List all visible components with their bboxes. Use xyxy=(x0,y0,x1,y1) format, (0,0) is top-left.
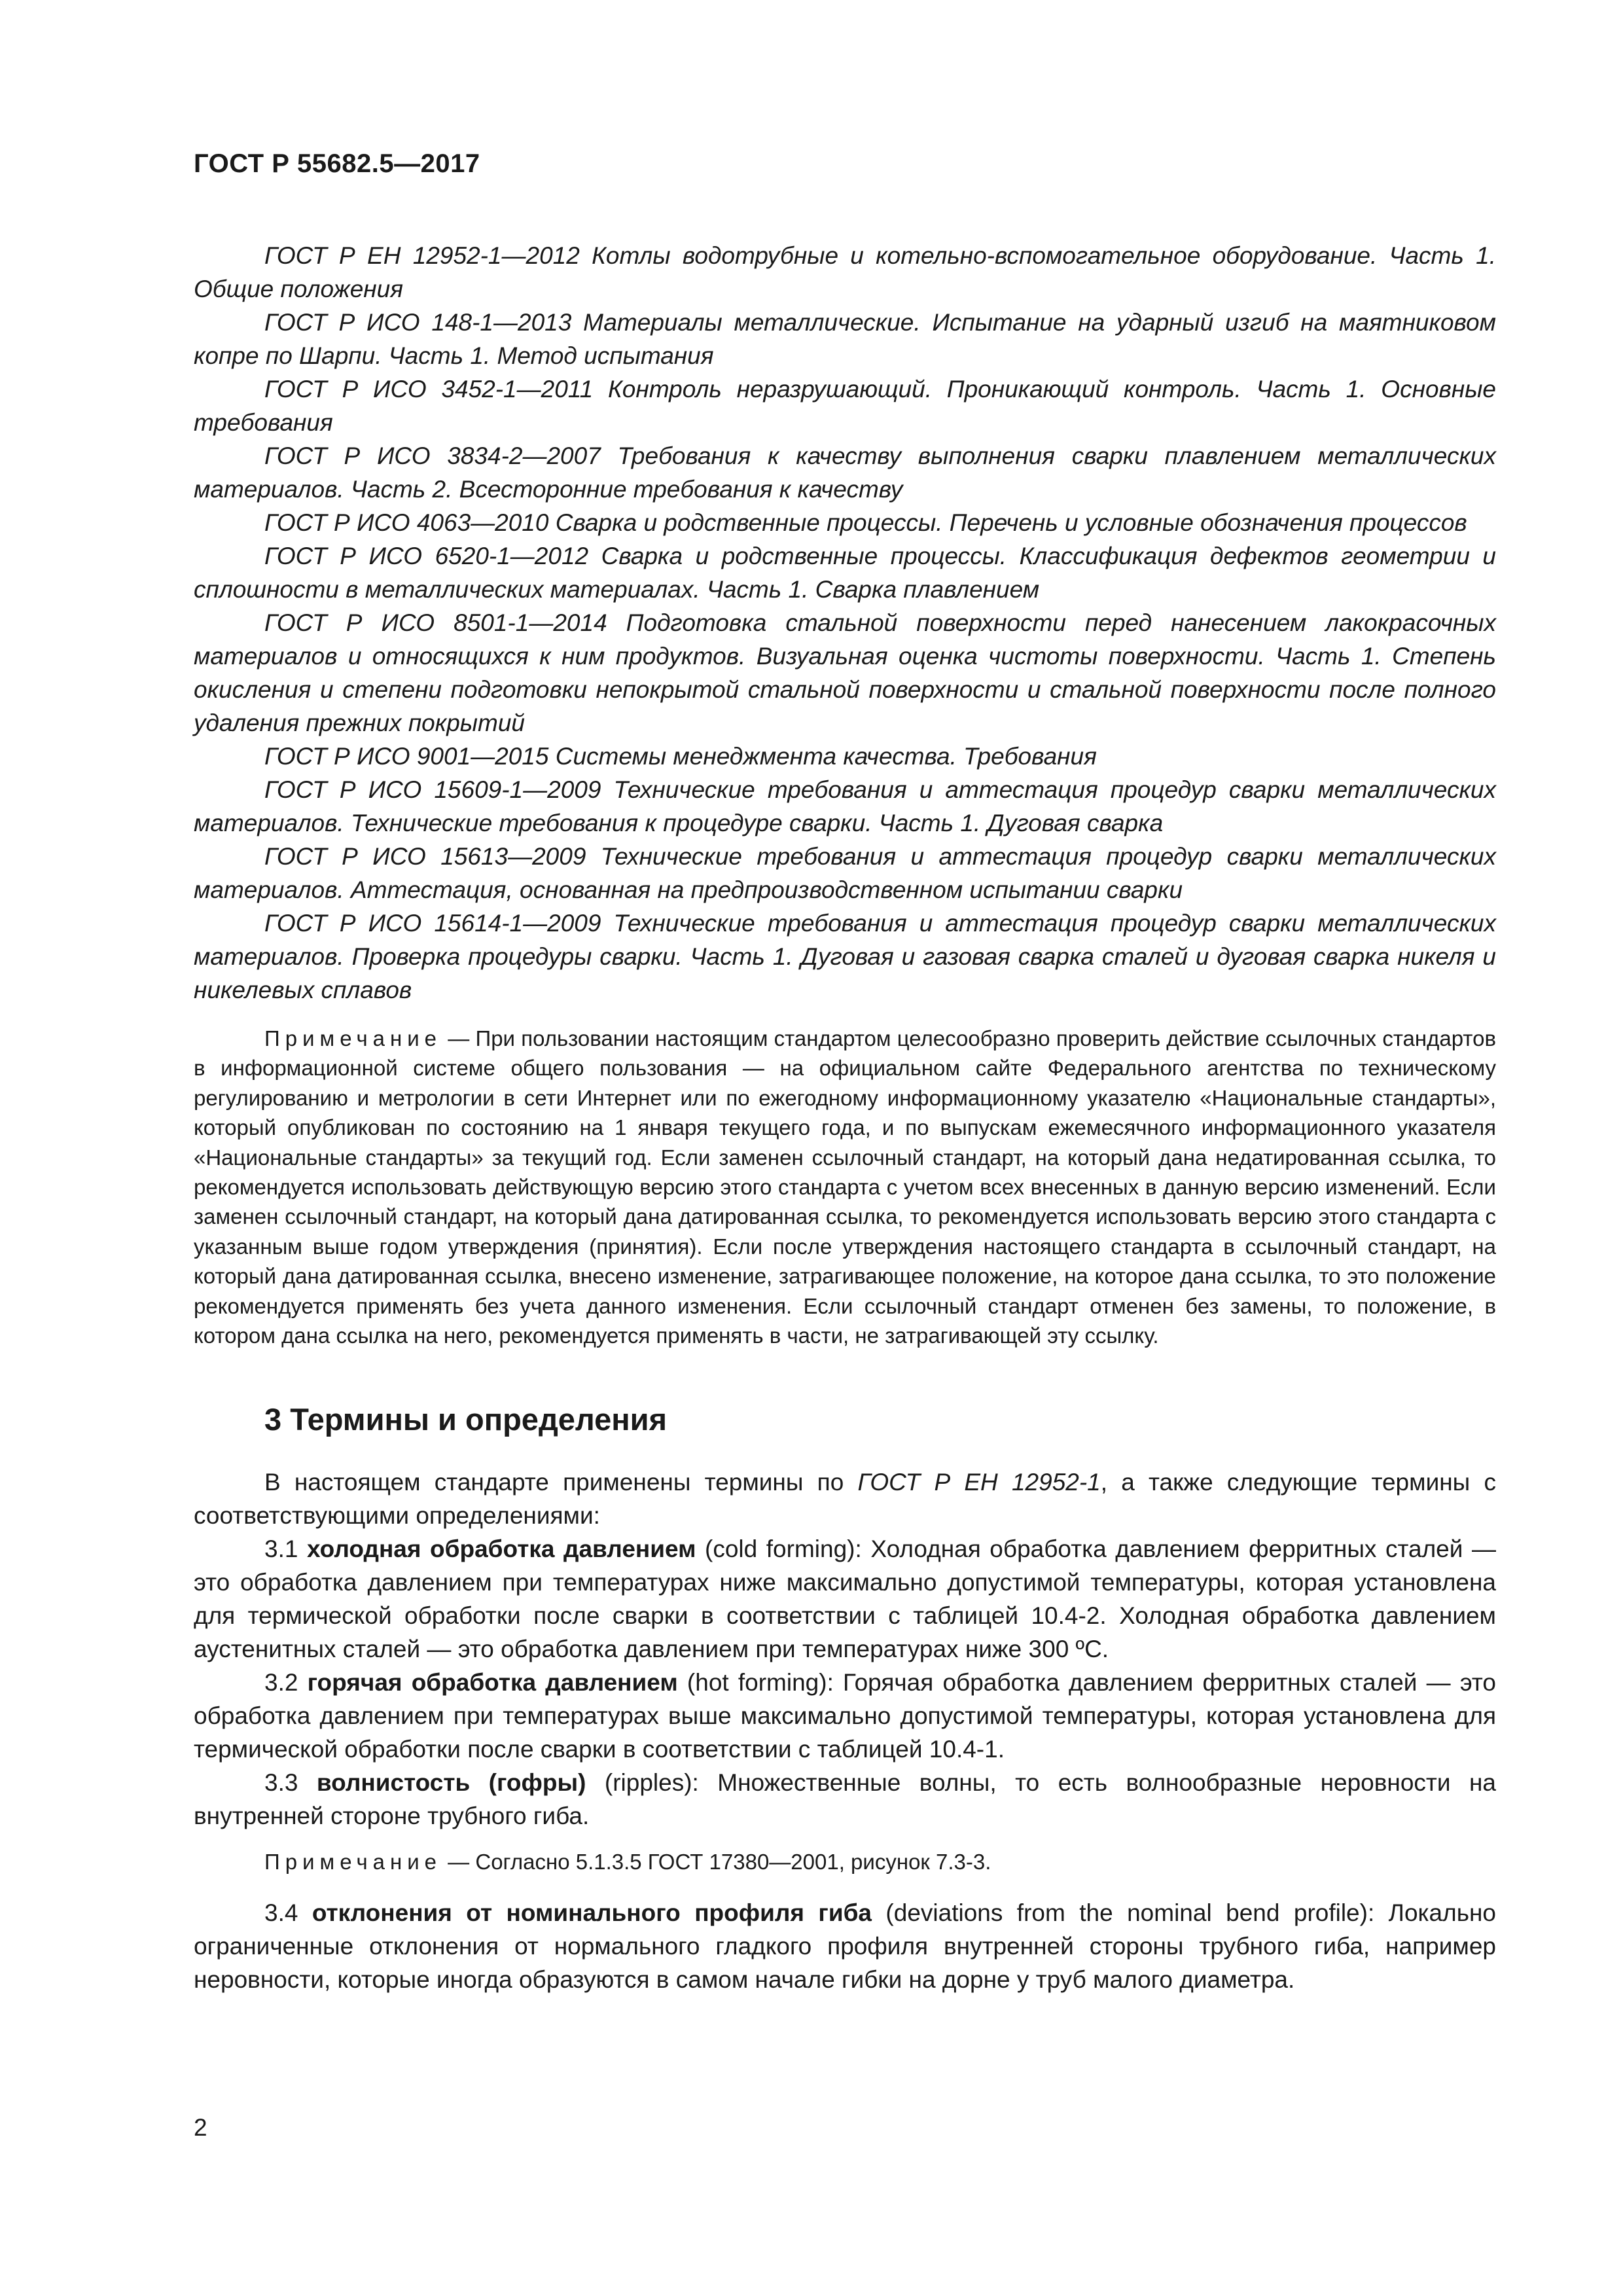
page-number: 2 xyxy=(194,2114,207,2141)
term-name: отклонения от номинального профиля гиба xyxy=(312,1899,872,1927)
reference-item: ГОСТ Р ЕН 12952-1—2012 Котлы водотрубные и котельно-вспомогательное оборудование. Часть 1. Общие положения xyxy=(194,242,1496,302)
term-definition-3-2 xyxy=(194,1666,1496,1766)
section-intro xyxy=(194,1465,1496,1532)
note-dash: — xyxy=(442,1850,476,1874)
term-text: (cold forming): Холодная обработка давлением ферритных сталей — это обработка давлением при температурах ниже максимально допустимой температуры, которая установлена для термической обработки после сварки в соответствии с таблицей 10.4-2. Холодная обработка давлением аустенитных сталей — это обработка давлением при температурах ниже 300 ºС. xyxy=(194,1535,1496,1663)
reference-item: ГОСТ Р ИСО 8501-1—2014 Подготовка стальной поверхности перед нанесением лакокрасочных материалов и относящихся к ним продуктов. Визуальная оценка чистоты поверхности. Часть 1. Степень окисления и степени подготовки непокрытой стальной поверхности и стальной поверхности после полного удаления прежних покрытий xyxy=(194,609,1496,736)
note-dash: — xyxy=(442,1026,476,1050)
document-code-header: ГОСТ Р 55682.5—2017 xyxy=(194,149,480,178)
term-number: 3.1 xyxy=(264,1535,307,1563)
normative-references-list xyxy=(194,239,1496,1007)
term-name: горячая обработка давлением xyxy=(307,1669,678,1696)
reference-item: ГОСТ Р ИСО 15613—2009 Технические требования и аттестация процедур сварки металлических материалов. Аттестация, основанная на предпроизводственном испытании сварки xyxy=(194,843,1496,903)
note-text: Согласно 5.1.3.5 ГОСТ 17380—2001, рисунок 7.3-3. xyxy=(475,1850,991,1874)
reference-item: ГОСТ Р ИСО 148-1—2013 Материалы металлические. Испытание на ударный изгиб на маятниковом копре по Шарпи. Часть 1. Метод испытания xyxy=(194,309,1496,369)
term-definition-3-3 xyxy=(194,1766,1496,1833)
references-note xyxy=(194,1024,1496,1350)
term-name: холодная обработка давлением xyxy=(307,1535,696,1563)
term-text: (ripples): Множественные волны, то есть волнообразные неровности на внутренней стороне трубного гиба. xyxy=(194,1769,1497,1830)
reference-item: ГОСТ Р ИСО 15609-1—2009 Технические требования и аттестация процедур сварки металлических материалов. Технические требования к процедуре сварки. Часть 1. Дуговая сварка xyxy=(194,776,1496,836)
intro-text-end: , а также следующие термины с соответствующими определениями: xyxy=(194,1469,1496,1530)
note-label: Примечание xyxy=(264,1026,442,1050)
term-name: волнистость (гофры) xyxy=(316,1769,586,1797)
reference-item: ГОСТ Р ИСО 3834-2—2007 Требования к качеству выполнения сварки плавлением металлических материалов. Часть 2. Всесторонние требования к качеству xyxy=(194,442,1496,503)
intro-reference: ГОСТ Р ЕН 12952-1 xyxy=(857,1469,1101,1496)
reference-item: ГОСТ Р ИСО 6520-1—2012 Сварка и родственные процессы. Классификация дефектов геометрии и сплошности в металлических материалах. Часть 1. Сварка плавлением xyxy=(194,543,1496,603)
note-label: Примечание xyxy=(264,1850,442,1874)
term-text: (deviations from the nominal bend profile): Локально ограниченные отклонения от нормального гладкого профиля внутренней стороны трубного гиба, например неровности, которые иногда образуются в самом начале гибки на дорне у труб малого диаметра. xyxy=(194,1899,1496,1994)
term-text: (hot forming): Горячая обработка давлением ферритных сталей — это обработка давлением при температурах выше максимально допустимой температуры, которая установлена для термической обработки после сварки в соответствии с таблицей 10.4-1. xyxy=(194,1669,1496,1763)
term-definition-3-4 xyxy=(194,1896,1496,1996)
reference-item: ГОСТ Р ИСО 3452-1—2011 Контроль неразрушающий. Проникающий контроль. Часть 1. Основные требования xyxy=(194,376,1496,436)
page-content xyxy=(194,239,1496,1996)
term-note xyxy=(194,1847,1496,1876)
term-number: 3.4 xyxy=(264,1899,312,1927)
reference-item: ГОСТ Р ИСО 15614-1—2009 Технические требования и аттестация процедур сварки металлических материалов. Проверка процедуры сварки. Часть 1. Дуговая и газовая сварка сталей и дуговая сварка никеля и никелевых сплавов xyxy=(194,910,1496,1003)
reference-item: ГОСТ Р ИСО 4063—2010 Сварка и родственные процессы. Перечень и условные обозначения процессов xyxy=(264,509,1467,536)
note-text: При пользовании настоящим стандартом целесообразно проверить действие ссылочных стандартов в информационной системе общего пользования — на официальном сайте Федерального агентства по техническому регулированию и метрологии в сети Интернет или по ежегодному информационному указателю «Национальные стандарты», который опубликован по состоянию на 1 января текущего года, и по выпускам ежемесячного информационного указателя «Национальные стандарты» за текущий год. Если заменен ссылочный стандарт, на который дана недатированная ссылка, то рекомендуется использовать действующую версию этого стандарта с учетом всех внесенных в данную версию изменений. Если заменен ссылочный стандарт, на который дана датированная ссылка, то рекомендуется использовать версию этого стандарта с указанным выше годом утверждения (принятия). Если после утверждения настоящего стандарта в ссылочный стандарт, на который дана датированная ссылка, внесено изменение, затрагивающее положение, на которое дана ссылка, то это положение рекомендуется применять без учета данного изменения. Если ссылочный стандарт отменен без замены, то положение, в котором дана ссылка на него, рекомендуется применять в части, не затрагивающей эту ссылку. xyxy=(194,1026,1496,1348)
intro-text: В настоящем стандарте применены термины по xyxy=(264,1469,858,1496)
term-definition-3-1 xyxy=(194,1532,1496,1666)
term-number: 3.3 xyxy=(264,1769,317,1797)
reference-item: ГОСТ Р ИСО 9001—2015 Системы менеджмента качества. Требования xyxy=(264,743,1097,770)
section-title: 3 Термины и определения xyxy=(264,1402,667,1437)
term-number: 3.2 xyxy=(264,1669,308,1696)
